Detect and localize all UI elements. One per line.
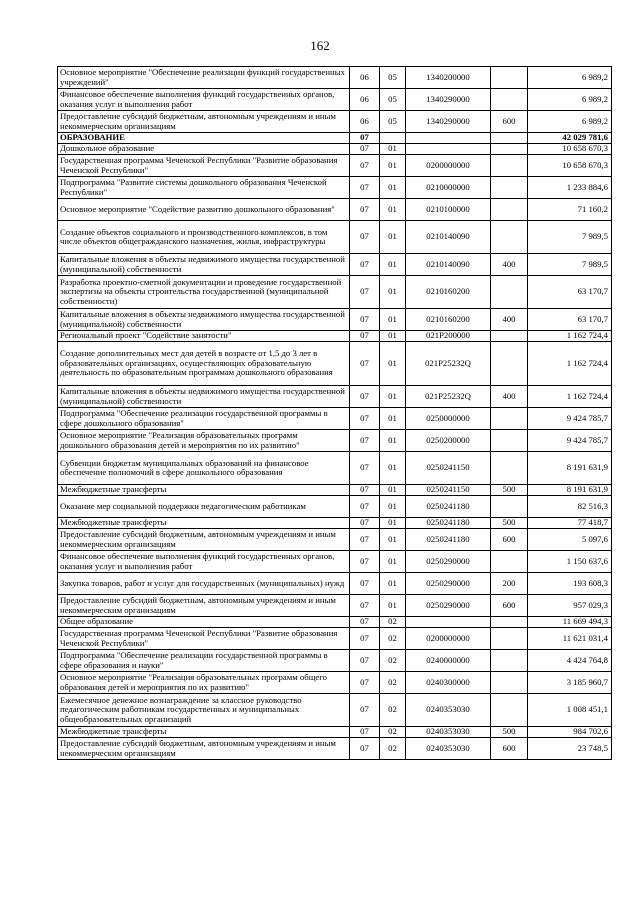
table-row xyxy=(58,485,612,496)
row-amount: 4 424 764,8 xyxy=(528,650,612,672)
row-name: Основное мероприятие "Реализация образовательных программ дошкольного образования детей и мероприятия по их развитию" xyxy=(58,430,350,452)
table-row xyxy=(58,144,612,155)
row-section: 07 xyxy=(350,276,380,309)
table-row xyxy=(58,650,612,672)
row-target-article: 021P200000 xyxy=(406,331,491,342)
row-name: Создание дополнительных мест для детей в возрасте от 1,5 до 3 лет в образовательных организациях, осуществляющих образовательную деятельность по образовательным программам дошкольного образования xyxy=(58,342,350,386)
table-row xyxy=(58,408,612,430)
row-subsection: 01 xyxy=(380,595,406,617)
row-subsection: 02 xyxy=(380,617,406,628)
row-amount: 9 424 785,7 xyxy=(528,430,612,452)
row-section: 07 xyxy=(350,738,380,760)
row-subsection: 01 xyxy=(380,155,406,177)
row-target-article xyxy=(406,144,491,155)
row-amount: 984 702,6 xyxy=(528,727,612,738)
row-section: 07 xyxy=(350,452,380,485)
row-expense-type xyxy=(491,199,528,221)
table-row xyxy=(58,496,612,518)
row-target-article: 0210100000 xyxy=(406,199,491,221)
row-name: Предоставление субсидий бюджетным, автономным учреждениям и иным некоммерческим организациям xyxy=(58,529,350,551)
row-amount: 8 191 631,9 xyxy=(528,485,612,496)
row-target-article xyxy=(406,133,491,144)
row-name: Подпрограмма "Обеспечение реализации государственной программы в сфере образования и науки" xyxy=(58,650,350,672)
row-section: 07 xyxy=(350,199,380,221)
row-section: 07 xyxy=(350,177,380,199)
table-row xyxy=(58,727,612,738)
table-row xyxy=(58,67,612,89)
row-target-article: 0240353030 xyxy=(406,694,491,727)
row-amount: 1 162 724,4 xyxy=(528,331,612,342)
row-subsection: 01 xyxy=(380,276,406,309)
row-target-article: 0210160200 xyxy=(406,276,491,309)
row-target-article: 1340200000 xyxy=(406,67,491,89)
row-expense-type xyxy=(491,133,528,144)
row-name: Государственная программа Чеченской Республики "Развитие образования Чеченской Республики" xyxy=(58,628,350,650)
row-target-article: 0200000000 xyxy=(406,155,491,177)
row-expense-type: 500 xyxy=(491,518,528,529)
row-expense-type xyxy=(491,617,528,628)
row-target-article: 021P25232Q xyxy=(406,386,491,408)
row-section: 07 xyxy=(350,342,380,386)
row-subsection: 01 xyxy=(380,485,406,496)
row-subsection: 05 xyxy=(380,89,406,111)
row-expense-type xyxy=(491,452,528,485)
row-section: 07 xyxy=(350,496,380,518)
row-subsection: 01 xyxy=(380,408,406,430)
row-expense-type xyxy=(491,144,528,155)
row-amount: 6 989,2 xyxy=(528,89,612,111)
row-section: 07 xyxy=(350,628,380,650)
row-amount: 82 516,3 xyxy=(528,496,612,518)
row-section: 07 xyxy=(350,254,380,276)
row-section: 06 xyxy=(350,111,380,133)
row-target-article: 0250290000 xyxy=(406,551,491,573)
row-expense-type xyxy=(491,430,528,452)
row-section: 07 xyxy=(350,529,380,551)
row-subsection: 01 xyxy=(380,221,406,254)
row-subsection: 01 xyxy=(380,309,406,331)
row-section: 07 xyxy=(350,221,380,254)
row-name: Подпрограмма "Обеспечение реализации государственной программы в сфере дошкольного образования" xyxy=(58,408,350,430)
table-row xyxy=(58,738,612,760)
row-target-article: 0250290000 xyxy=(406,573,491,595)
row-expense-type xyxy=(491,155,528,177)
row-section: 07 xyxy=(350,386,380,408)
row-section: 07 xyxy=(350,617,380,628)
row-name: Закупка товаров, работ и услуг для государственных (муниципальных) нужд xyxy=(58,573,350,595)
row-name: Региональный проект "Содействие занятости" xyxy=(58,331,350,342)
row-amount: 3 185 960,7 xyxy=(528,672,612,694)
row-amount: 63 170,7 xyxy=(528,276,612,309)
row-target-article: 021P25232Q xyxy=(406,342,491,386)
row-name: Межбюджетные трансферты xyxy=(58,485,350,496)
row-name: Финансовое обеспечение выполнения функций государственных органов, оказания услуг и выполнения работ xyxy=(58,89,350,111)
row-target-article: 0250200000 xyxy=(406,430,491,452)
row-target-article: 1340290000 xyxy=(406,111,491,133)
row-expense-type xyxy=(491,551,528,573)
row-subsection: 02 xyxy=(380,628,406,650)
table-row xyxy=(58,430,612,452)
row-amount: 193 608,3 xyxy=(528,573,612,595)
row-subsection: 01 xyxy=(380,144,406,155)
row-subsection: 01 xyxy=(380,452,406,485)
row-subsection: 01 xyxy=(380,199,406,221)
row-name: Капитальные вложения в объекты недвижимого имущества государственной (муниципальной) собственности xyxy=(58,386,350,408)
row-target-article: 0210140090 xyxy=(406,221,491,254)
row-target-article: 0250241180 xyxy=(406,518,491,529)
row-target-article xyxy=(406,617,491,628)
budget-table xyxy=(57,66,612,760)
row-name: Капитальные вложения в объекты недвижимого имущества государственной (муниципальной) собственности xyxy=(58,254,350,276)
row-expense-type: 600 xyxy=(491,738,528,760)
row-section: 07 xyxy=(350,672,380,694)
row-section: 07 xyxy=(350,573,380,595)
row-amount: 77 418,7 xyxy=(528,518,612,529)
row-amount: 6 989,2 xyxy=(528,67,612,89)
row-subsection: 05 xyxy=(380,67,406,89)
row-name: Межбюджетные трансферты xyxy=(58,518,350,529)
row-subsection: 05 xyxy=(380,111,406,133)
row-section: 07 xyxy=(350,595,380,617)
row-expense-type xyxy=(491,408,528,430)
row-subsection: 01 xyxy=(380,430,406,452)
row-amount: 10 658 670,3 xyxy=(528,155,612,177)
table-row xyxy=(58,177,612,199)
row-amount: 7 989,5 xyxy=(528,254,612,276)
row-target-article: 0240353030 xyxy=(406,738,491,760)
row-section: 07 xyxy=(350,408,380,430)
row-expense-type: 400 xyxy=(491,386,528,408)
row-amount: 7 989,5 xyxy=(528,221,612,254)
row-expense-type xyxy=(491,67,528,89)
table-row xyxy=(58,133,612,144)
row-section: 07 xyxy=(350,430,380,452)
row-expense-type xyxy=(491,694,528,727)
row-expense-type: 400 xyxy=(491,309,528,331)
row-subsection: 01 xyxy=(380,331,406,342)
table-row xyxy=(58,221,612,254)
row-subsection: 02 xyxy=(380,738,406,760)
table-row xyxy=(58,452,612,485)
row-target-article: 1340290000 xyxy=(406,89,491,111)
row-amount: 8 191 631,9 xyxy=(528,452,612,485)
row-amount: 1 008 451,1 xyxy=(528,694,612,727)
row-amount: 11 621 031,4 xyxy=(528,628,612,650)
table-row xyxy=(58,386,612,408)
row-expense-type xyxy=(491,276,528,309)
table-row xyxy=(58,309,612,331)
table-row xyxy=(58,529,612,551)
row-section: 07 xyxy=(350,694,380,727)
row-expense-type: 600 xyxy=(491,111,528,133)
table-row xyxy=(58,573,612,595)
row-section: 07 xyxy=(350,650,380,672)
row-expense-type xyxy=(491,650,528,672)
table-row xyxy=(58,694,612,727)
table-row xyxy=(58,595,612,617)
row-name: Создание объектов социального и производственного комплексов, в том числе объектов общегражданского назначения, жилья, инфраструктуры xyxy=(58,221,350,254)
table-row xyxy=(58,111,612,133)
row-subsection: 01 xyxy=(380,551,406,573)
row-section: 07 xyxy=(350,485,380,496)
table-row xyxy=(58,331,612,342)
row-target-article: 0250241180 xyxy=(406,496,491,518)
row-name: Межбюджетные трансферты xyxy=(58,727,350,738)
row-target-article: 0250241150 xyxy=(406,485,491,496)
row-amount: 10 658 670,3 xyxy=(528,144,612,155)
row-section: 07 xyxy=(350,551,380,573)
row-target-article: 0240300000 xyxy=(406,672,491,694)
row-name: Общее образование xyxy=(58,617,350,628)
row-section: 07 xyxy=(350,155,380,177)
row-amount: 42 029 781,6 xyxy=(528,133,612,144)
row-expense-type xyxy=(491,496,528,518)
row-name: Субвенции бюджетам муниципальных образований на финансовое обеспечение полномочий в сфере дошкольного образования xyxy=(58,452,350,485)
table-row xyxy=(58,342,612,386)
row-name: Финансовое обеспечение выполнения функций государственных органов, оказания услуг и выполнения работ xyxy=(58,551,350,573)
row-name: Оказание мер социальной поддержки педагогическим работникам xyxy=(58,496,350,518)
row-expense-type xyxy=(491,331,528,342)
row-target-article: 0210160200 xyxy=(406,309,491,331)
row-amount: 11 669 494,3 xyxy=(528,617,612,628)
row-expense-type xyxy=(491,89,528,111)
page-number: 162 xyxy=(310,38,330,53)
row-name: Предоставление субсидий бюджетным, автономным учреждениям и иным некоммерческим организациям xyxy=(58,738,350,760)
row-expense-type: 400 xyxy=(491,254,528,276)
row-name: Основное мероприятие "Обеспечение реализации функций государственных учреждений" xyxy=(58,67,350,89)
row-target-article: 0210140090 xyxy=(406,254,491,276)
table-row xyxy=(58,672,612,694)
row-name: Основное мероприятие "Содействие развитию дошкольного образования" xyxy=(58,199,350,221)
row-subsection xyxy=(380,133,406,144)
row-expense-type: 500 xyxy=(491,485,528,496)
row-subsection: 01 xyxy=(380,496,406,518)
table-row xyxy=(58,254,612,276)
row-target-article: 0250241150 xyxy=(406,452,491,485)
row-subsection: 01 xyxy=(380,254,406,276)
row-amount: 6 989,2 xyxy=(528,111,612,133)
row-name: Государственная программа Чеченской Республики "Развитие образования Чеченской Республики" xyxy=(58,155,350,177)
row-amount: 1 150 637,6 xyxy=(528,551,612,573)
row-subsection: 02 xyxy=(380,727,406,738)
row-section: 07 xyxy=(350,518,380,529)
row-target-article: 0240353030 xyxy=(406,727,491,738)
row-name: Предоставление субсидий бюджетным, автономным учреждениям и иным некоммерческим организациям xyxy=(58,595,350,617)
row-target-article: 0200000000 xyxy=(406,628,491,650)
row-section: 07 xyxy=(350,144,380,155)
table-row xyxy=(58,628,612,650)
row-subsection: 02 xyxy=(380,672,406,694)
row-section: 06 xyxy=(350,67,380,89)
row-subsection: 02 xyxy=(380,694,406,727)
row-subsection: 01 xyxy=(380,177,406,199)
row-subsection: 01 xyxy=(380,386,406,408)
row-section: 07 xyxy=(350,331,380,342)
row-target-article: 0210000000 xyxy=(406,177,491,199)
row-amount: 957 029,3 xyxy=(528,595,612,617)
row-amount: 71 160,2 xyxy=(528,199,612,221)
row-name: Предоставление субсидий бюджетным, автономным учреждениям и иным некоммерческим организациям xyxy=(58,111,350,133)
row-expense-type: 600 xyxy=(491,595,528,617)
table-row xyxy=(58,89,612,111)
row-section: 07 xyxy=(350,309,380,331)
table-row xyxy=(58,551,612,573)
row-section: 07 xyxy=(350,133,380,144)
row-name: Дошкольное образование xyxy=(58,144,350,155)
table-row xyxy=(58,617,612,628)
row-name: Разработка проектно-сметной документации и проведение государственной экспертизы на объекты строительства государственной (муниципальной собственности) xyxy=(58,276,350,309)
row-amount: 1 162 724,4 xyxy=(528,342,612,386)
row-amount: 1 162 724,4 xyxy=(528,386,612,408)
row-target-article: 0250241180 xyxy=(406,529,491,551)
row-amount: 9 424 785,7 xyxy=(528,408,612,430)
row-subsection: 01 xyxy=(380,518,406,529)
row-expense-type: 500 xyxy=(491,727,528,738)
row-target-article: 0250290000 xyxy=(406,595,491,617)
row-subsection: 01 xyxy=(380,529,406,551)
table-row xyxy=(58,518,612,529)
row-name: Подпрограмма "Развитие системы дошкольного образования Чеченской Республики" xyxy=(58,177,350,199)
row-target-article: 0250000000 xyxy=(406,408,491,430)
row-expense-type xyxy=(491,221,528,254)
row-expense-type xyxy=(491,672,528,694)
row-expense-type xyxy=(491,628,528,650)
row-subsection: 02 xyxy=(380,650,406,672)
row-expense-type: 600 xyxy=(491,529,528,551)
row-expense-type: 200 xyxy=(491,573,528,595)
table-row xyxy=(58,199,612,221)
row-amount: 23 748,5 xyxy=(528,738,612,760)
row-amount: 63 170,7 xyxy=(528,309,612,331)
row-subsection: 01 xyxy=(380,342,406,386)
table-row xyxy=(58,276,612,309)
row-name: Ежемесячное денежное вознаграждение за классное руководство педагогическим работникам государственных и муниципальных общеобразовательных организаций xyxy=(58,694,350,727)
row-section: 06 xyxy=(350,89,380,111)
row-expense-type xyxy=(491,177,528,199)
row-amount: 1 233 884,6 xyxy=(528,177,612,199)
table-row xyxy=(58,155,612,177)
row-section: 07 xyxy=(350,727,380,738)
row-name: Капитальные вложения в объекты недвижимого имущества государственной (муниципальной) собственности xyxy=(58,309,350,331)
row-expense-type xyxy=(491,342,528,386)
row-subsection: 01 xyxy=(380,573,406,595)
row-name: ОБРАЗОВАНИЕ xyxy=(58,133,350,144)
row-amount: 5 097,6 xyxy=(528,529,612,551)
row-name: Основное мероприятие "Реализация образовательных программ общего образования детей и мероприятия по их развитию" xyxy=(58,672,350,694)
row-target-article: 0240000000 xyxy=(406,650,491,672)
